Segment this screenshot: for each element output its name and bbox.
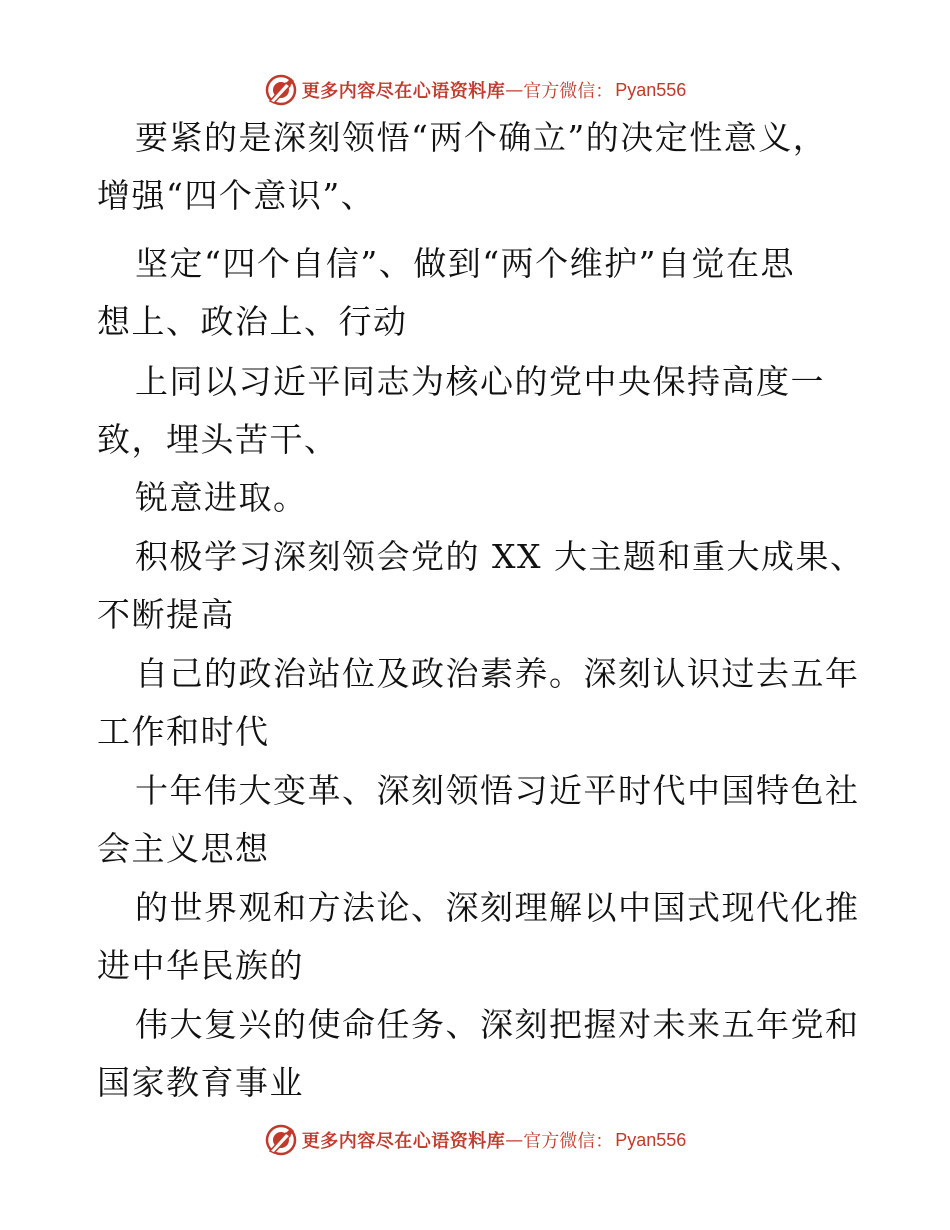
body-line: 国家教育事业 [97, 1063, 304, 1102]
body-line: 锐意进取。 [135, 478, 308, 517]
body-line: 积极学习深刻领会党的 XX 大主题和重大成果、 [135, 537, 865, 576]
body-line: 坚定“四个自信”、做到“两个维护”自觉在思 [135, 244, 795, 283]
body-line: 增强“四个意识”、 [97, 176, 376, 215]
body-line: 十年伟大变革、深刻领悟习近平时代中国特色社 [135, 771, 860, 810]
pen-logo-icon [264, 73, 298, 107]
body-line: 致，埋头苦干、 [97, 420, 339, 459]
watermark-wechat-id: Pyan556 [615, 79, 687, 100]
body-line: 不断提高 [97, 595, 235, 634]
footer-watermark [0, 1120, 950, 1160]
watermark-separator: — [505, 79, 524, 101]
body-line: 自己的政治站位及政治素养。深刻认识过去五年 [135, 654, 860, 693]
body-line: 上同以习近平同志为核心的党中央保持高度一 [135, 362, 825, 401]
watermark-text: 更多内容尽在心语资料库 [301, 81, 506, 102]
body-line: 想上、政治上、行动 [97, 302, 408, 341]
watermark-text: 更多内容尽在心语资料库 [301, 1131, 506, 1152]
header-watermark [0, 70, 950, 110]
watermark-wechat-label: 官方微信： [523, 81, 614, 102]
body-line: 要紧的是深刻领悟“两个确立”的决定性意义， [135, 118, 828, 157]
body-line: 的世界观和方法论、深刻理解以中国式现代化推 [135, 888, 860, 927]
body-line: 会主义思想 [97, 829, 270, 868]
watermark-wechat-label: 官方微信： [523, 1131, 614, 1152]
pen-logo-icon [264, 1123, 298, 1157]
watermark-separator: — [505, 1129, 524, 1151]
body-line: 进中华民族的 [97, 946, 304, 985]
watermark-wechat-id: Pyan556 [615, 1129, 687, 1150]
body-line: 伟大复兴的使命任务、深刻把握对未来五年党和 [135, 1005, 860, 1044]
body-line: 工作和时代 [97, 712, 270, 751]
